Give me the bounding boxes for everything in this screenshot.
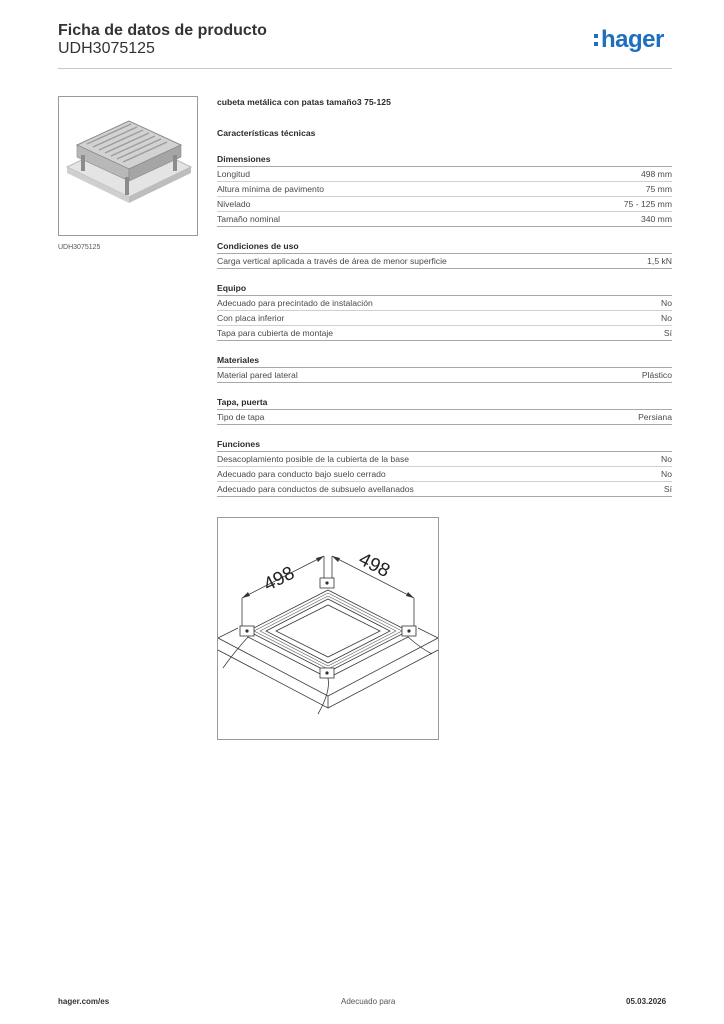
spec-value: Plástico [641,370,672,380]
spec-label: Tamaño nominal [217,214,281,224]
footer-date: 05.03.2026 [626,997,667,1006]
section-title-technical: Características técnicas [217,128,316,138]
spec-value: Sí [663,484,672,494]
group-condiciones-de-uso [217,240,672,269]
spec-value: No [661,454,672,464]
spec-label: Con placa inferior [217,313,285,323]
group-title: Materiales [217,354,672,368]
group-equipo [217,282,672,341]
dimension-label-left: 498 [260,562,299,596]
technical-data [217,96,672,528]
spec-label: Desacoplamiento posible de la cubierta de la base [217,454,410,464]
hager-logo [594,28,664,52]
spec-value: 75 mm [645,184,672,194]
spec-label: Adecuado para precintado de instalación [217,298,373,308]
product-photo [58,96,198,236]
spec-row [217,467,672,482]
logo-dots-icon [594,34,598,46]
spec-row [217,311,672,326]
group-title: Condiciones de uso [217,240,672,254]
spec-row [217,167,672,182]
group-funciones [217,438,672,497]
spec-value: Persiana [638,412,672,422]
spec-label: Material pared lateral [217,370,298,380]
spec-row [217,410,672,425]
page-title: Ficha de datos de producto [58,22,267,39]
spec-row [217,182,672,197]
group-title: Funciones [217,438,672,452]
spec-label: Carga vertical aplicada a través de área de menor superficie [217,256,447,266]
spec-value: 75 - 125 mm [623,199,672,209]
product-code: UDH3075125 [58,40,155,57]
spec-value: 1,5 kN [647,256,672,266]
floor-box-photo-image [59,97,197,235]
spec-row [217,368,672,383]
spec-value: No [661,298,672,308]
spec-label: Longitud [217,169,250,179]
photo-caption: UDH3075125 [58,244,101,251]
spec-label: Adecuado para conductos de subsuelo avellanados [217,484,414,494]
product-description: cubeta metálica con patas tamaño3 75-125 [217,97,391,107]
group-tapa-puerta [217,396,672,425]
group-dimensiones [217,153,672,227]
spec-value: No [661,469,672,479]
spec-row [217,326,672,341]
group-title: Dimensiones [217,153,672,167]
dimension-label-right: 498 [355,548,394,583]
spec-label: Altura mínima de pavimento [217,184,324,194]
dimension-drawing-image [218,518,438,739]
spec-row [217,482,672,497]
spec-row [217,254,672,269]
spec-value: 498 mm [640,169,672,179]
dimension-drawing [217,517,439,740]
logo-wordmark: hager [601,26,664,53]
spec-label: Nivelado [217,199,251,209]
spec-row [217,452,672,467]
spec-row [217,197,672,212]
spec-label: Tipo de tapa [217,412,265,422]
spec-row [217,212,672,227]
group-materiales [217,354,672,383]
footer-center-text: Adecuado para [341,997,396,1006]
spec-row [217,296,672,311]
group-title: Tapa, puerta [217,396,672,410]
spec-label: Tapa para cubierta de montaje [217,328,334,338]
footer-website: hager.com/es [58,997,110,1006]
spec-label: Adecuado para conducto bajo suelo cerrado [217,469,386,479]
spec-value: Sí [663,328,672,338]
header-divider [58,68,672,69]
spec-value: 340 mm [640,214,672,224]
group-title: Equipo [217,282,672,296]
spec-value: No [661,313,672,323]
